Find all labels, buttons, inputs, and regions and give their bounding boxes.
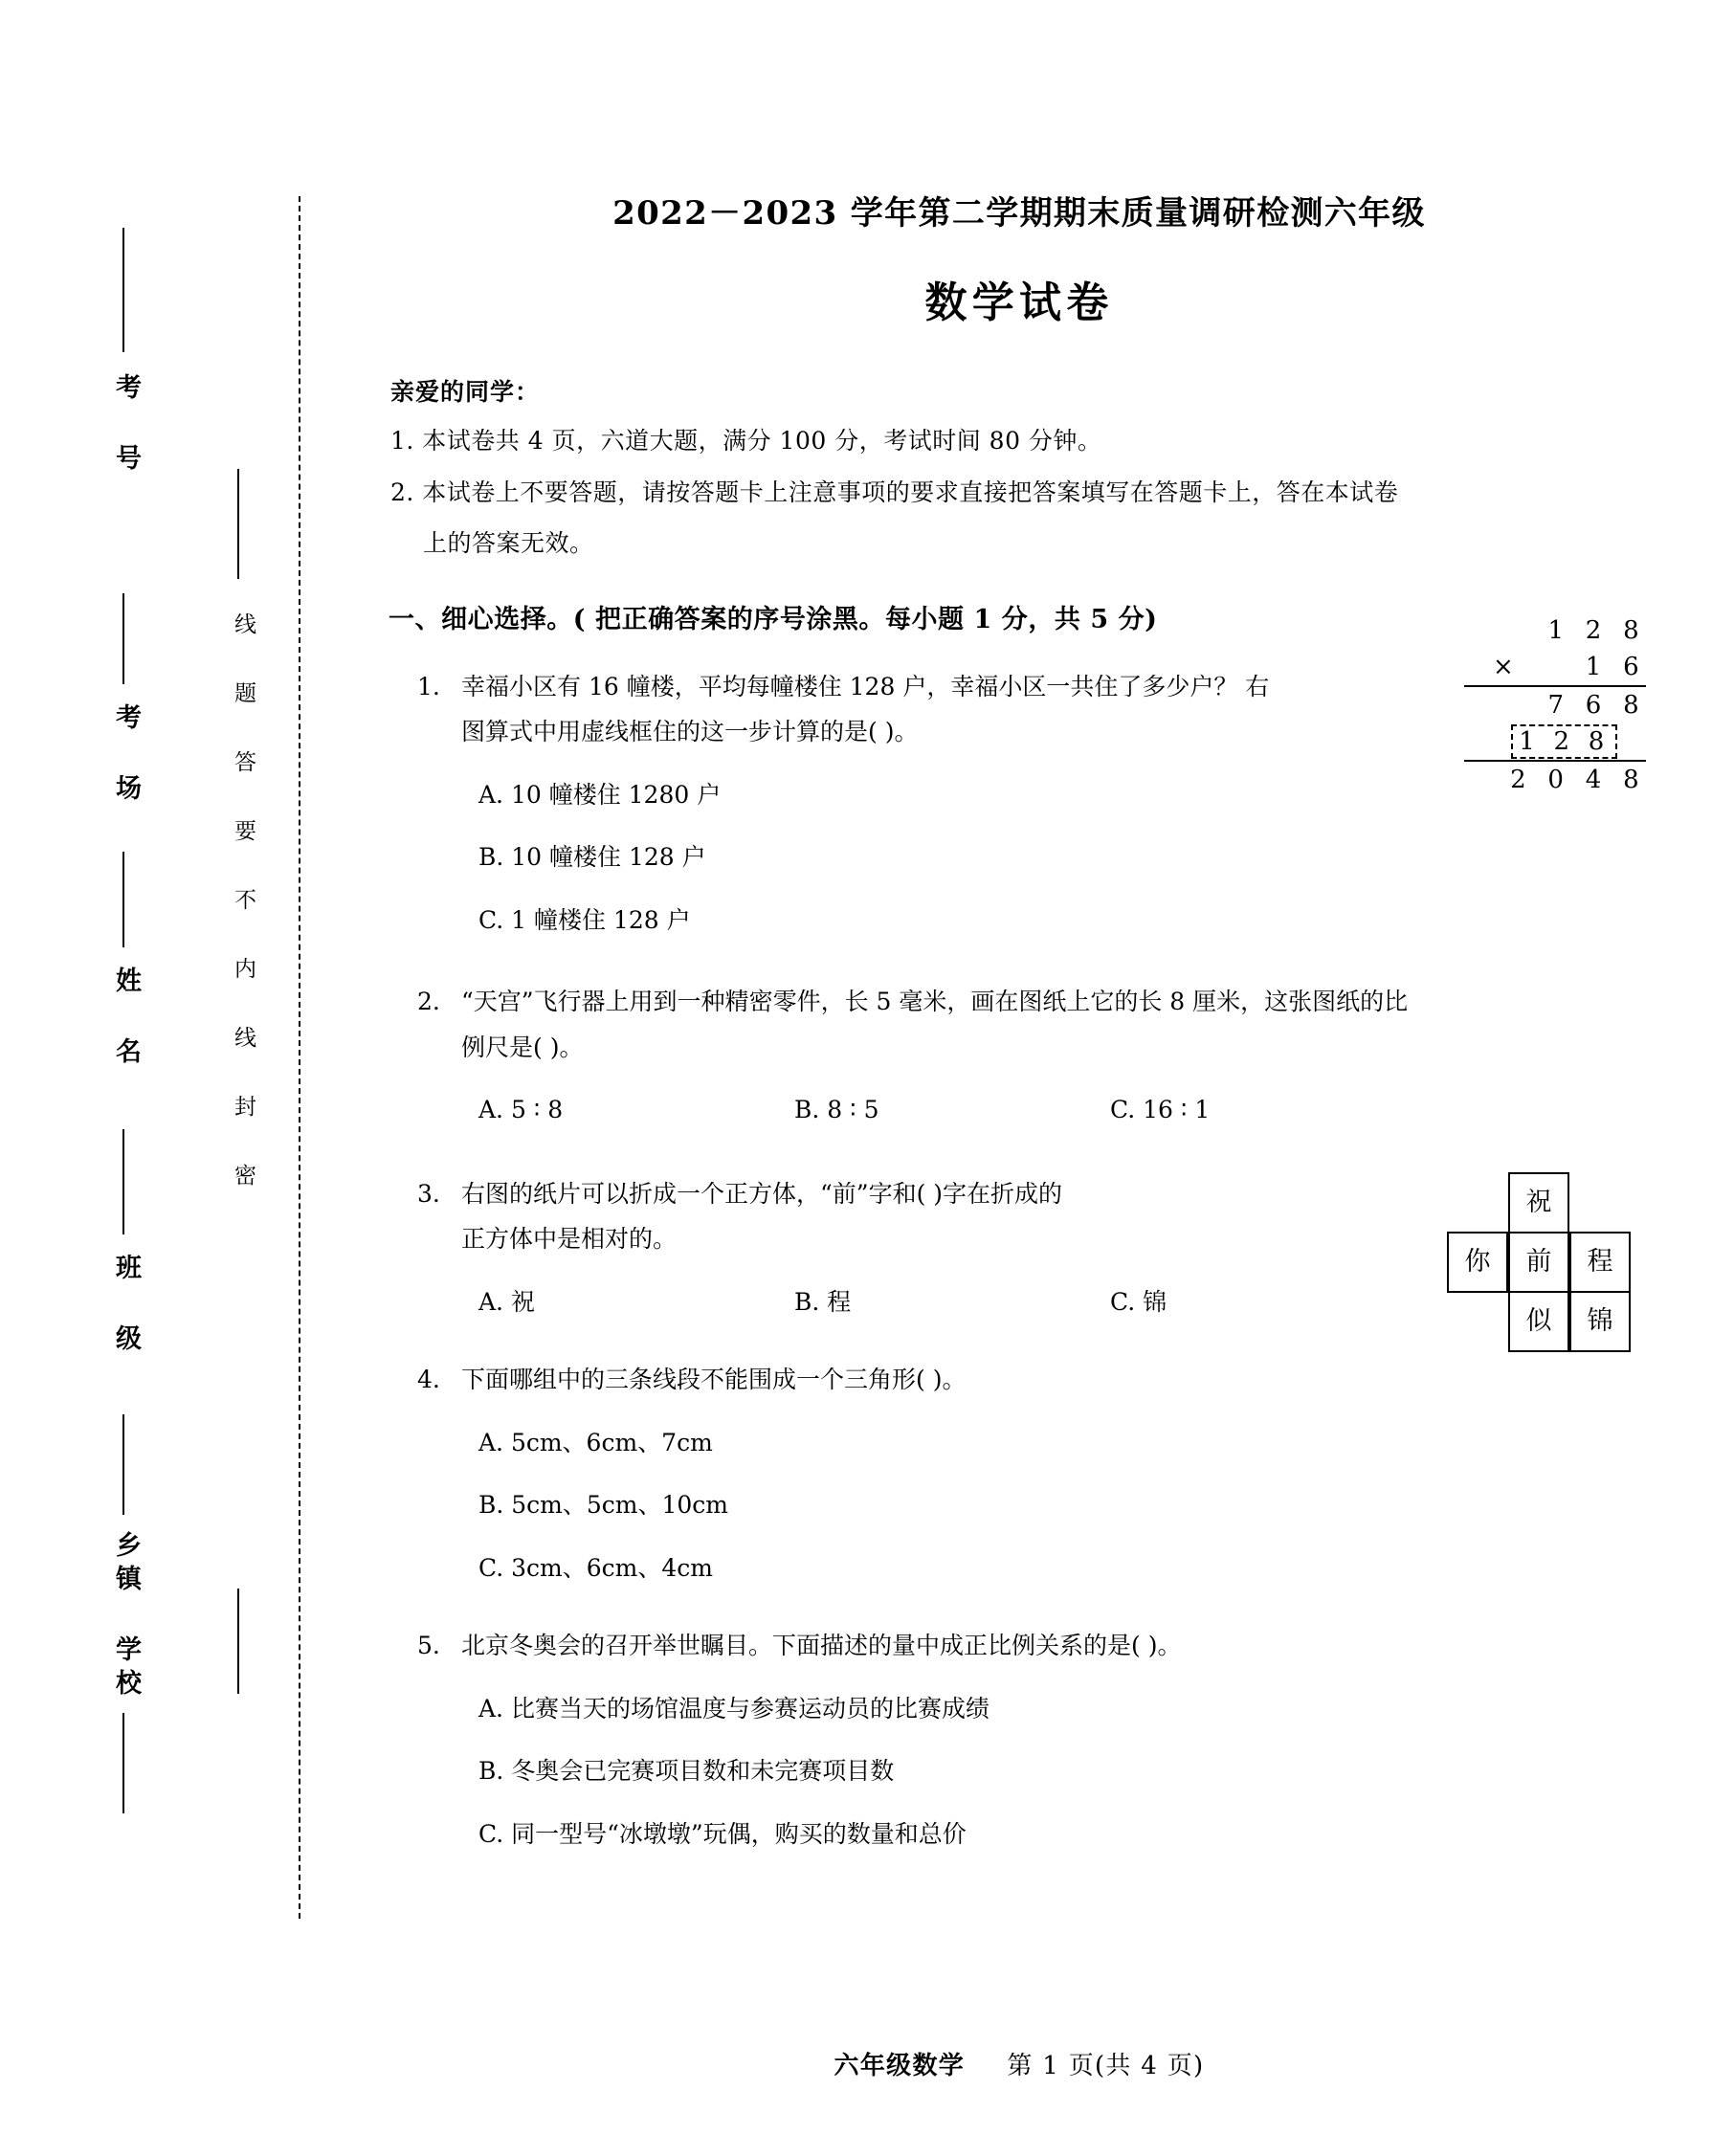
option-a[interactable]: A. 比赛当天的场馆温度与参赛运动员的比赛成绩 (478, 1694, 989, 1723)
figure-partial-product-2-boxed: 1 2 8 (1511, 724, 1617, 759)
net-cell-cheng: 程 (1569, 1232, 1631, 1293)
net-cell-zhu: 祝 (1508, 1172, 1569, 1234)
figure-partial-product-1: 7 6 8 (1464, 685, 1646, 723)
option-c[interactable]: C. 锦 (1110, 1287, 1167, 1316)
section-heading-choice: 一、细心选择。( 把正确答案的序号涂黑。每小题 1 分，共 5 分) (389, 604, 1158, 634)
question-text-line: 正方体中是相对的。 (461, 1225, 678, 1253)
seal-label-school: 乡镇 学校 (111, 1531, 141, 1703)
net-cell-jin: 锦 (1569, 1291, 1631, 1352)
option-a[interactable]: A. 祝 (478, 1287, 535, 1316)
multiply-icon: × (1493, 653, 1514, 681)
option-row (478, 1087, 1656, 1133)
notice-greeting: 亲爱的同学： (390, 378, 541, 406)
footer-page-number: 第 1 页(共 4 页) (1007, 2052, 1205, 2080)
question-2 (383, 979, 1656, 1133)
option-c[interactable]: C. 16 ∶ 1 (1110, 1096, 1211, 1123)
question-text-line: 下面哪组中的三条线段不能围成一个三角形( )。 (461, 1366, 967, 1393)
question-text-line: 右图的纸片可以折成一个正方体，“前”字和( )字在折成的 (461, 1179, 1063, 1208)
figure-multiplicand: 1 2 8 (1547, 616, 1646, 645)
seal-rule-segment (122, 1129, 124, 1234)
page-title: 2022－2023 学年第二学期期末质量调研检测六年级 (612, 194, 1426, 233)
option-a[interactable]: A. 5 ∶ 8 (478, 1096, 564, 1123)
exam-paper (383, 0, 1656, 2156)
footer-subject: 六年级数学 (834, 2052, 966, 2080)
net-cell-ni: 你 (1447, 1232, 1508, 1293)
question-5 (383, 1623, 1656, 1856)
notice-item-1: 1. 本试卷共 4 页，六道大题，满分 100 分，考试时间 80 分钟。 (390, 427, 1102, 455)
question-text-line: 幸福小区有 16 幢楼，平均每幢楼住 128 户，幸福小区一共住了多少户？ 右 (461, 672, 1270, 700)
seal-inner-rule (237, 1589, 239, 1694)
page-footer (383, 2046, 1656, 2081)
net-cell-qian: 前 (1508, 1232, 1569, 1293)
seal-rule-segment (122, 1713, 124, 1813)
figure-partial-product-2-row (1464, 723, 1646, 760)
seal-label-name: 姓 名 (111, 967, 141, 1072)
multiplication-figure (1464, 612, 1646, 798)
seal-label-exam-room: 考 场 (111, 703, 141, 809)
question-number: 4. (417, 1366, 440, 1393)
seal-inner-text: 线 题 答 要 不 内 线 封 密 (231, 612, 256, 1197)
question-text-line: 图算式中用虚线框住的这一步计算的是( )。 (461, 718, 919, 745)
figure-product: 2 0 4 8 (1464, 760, 1646, 798)
option-c[interactable]: C. 同一型号“冰墩墩”玩偶，购买的数量和总价 (478, 1819, 967, 1848)
option-b[interactable]: B. 5cm、5cm、10cm (478, 1491, 729, 1519)
question-number: 2. (417, 988, 440, 1015)
figure-multiplier-row (1464, 649, 1646, 685)
question-text-line: 例尺是( )。 (461, 1033, 584, 1061)
seal-rule-segment (122, 228, 124, 352)
option-c[interactable]: C. 3cm、6cm、4cm (478, 1553, 713, 1582)
net-cell-si: 似 (1508, 1291, 1569, 1352)
notice-item-2-cont: 上的答案无效。 (423, 529, 594, 557)
seal-rule-segment (122, 852, 124, 947)
question-number: 5. (417, 1632, 440, 1659)
option-b[interactable]: B. 8 ∶ 5 (794, 1096, 879, 1123)
option-b[interactable]: B. 冬奥会已完赛项目数和未完赛项目数 (478, 1757, 895, 1785)
question-text-line: 北京冬奥会的召开举世瞩目。下面描述的量中成正比例关系的是( )。 (461, 1632, 1182, 1659)
seal-rule-segment (122, 1414, 124, 1515)
option-c[interactable]: C. 1 幢楼住 128 户 (478, 905, 691, 934)
seal-dashed-line (299, 196, 300, 1919)
question-number: 1. (417, 672, 440, 700)
option-b[interactable]: B. 程 (794, 1287, 852, 1316)
option-a[interactable]: A. 10 幢楼住 1280 户 (478, 780, 722, 809)
page-subtitle: 数学试卷 (924, 278, 1114, 327)
notice-item-2: 2. 本试卷上不要答题，请按答题卡上注意事项的要求直接把答案填写在答题卡上，答在本试卷 (390, 478, 1399, 506)
seal-inner-rule (237, 469, 239, 579)
seal-label-class: 班 级 (111, 1254, 141, 1359)
question-text-line: “天宫”飞行器上用到一种精密零件，长 5 毫米，画在图纸上它的长 8 厘米，这张图纸的比 (461, 988, 1409, 1015)
seal-rule-segment (122, 593, 124, 684)
option-b[interactable]: B. 10 幢楼住 128 户 (478, 843, 706, 871)
question-number: 3. (417, 1179, 440, 1208)
option-a[interactable]: A. 5cm、6cm、7cm (478, 1428, 713, 1456)
seal-strip (0, 0, 373, 2156)
seal-label-exam-number: 考 号 (111, 373, 141, 478)
figure-multiplier: 1 6 (1585, 653, 1646, 681)
cube-net-figure (1428, 1172, 1648, 1392)
